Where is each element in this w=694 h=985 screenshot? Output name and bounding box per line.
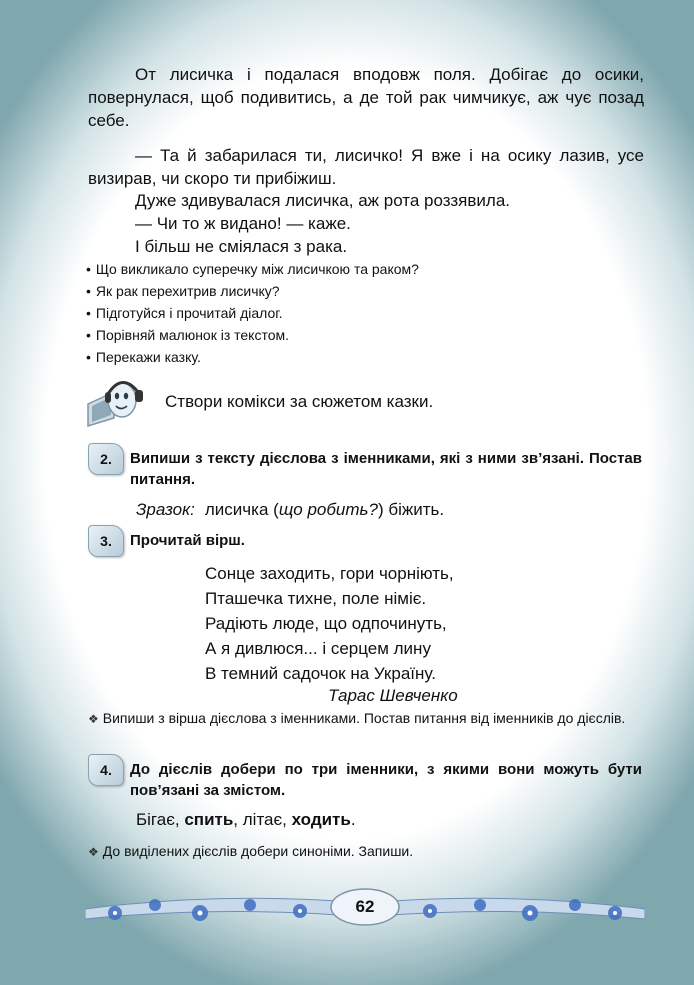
- example-question: що робить?: [278, 500, 378, 519]
- separator: ,: [233, 810, 243, 829]
- poem-author: Тарас Шевченко: [328, 686, 458, 705]
- separator: ,: [174, 810, 185, 829]
- verb-2-highlighted: спить: [184, 810, 234, 829]
- task-3-text: Прочитай вірш.: [130, 532, 245, 549]
- story-paragraph-2: — Та й забарилася ти, лисичко! Я вже і на осику лазив, усе визирав, чи скоро ти прибіжиш.: [88, 146, 644, 188]
- task-2-text: Випиши з тексту дієслова з іменниками, які з ними зв’язані. Постав питання.: [130, 450, 642, 488]
- task-4-extra: ❖ До виділених дієслів добери синоніми. Запиши.: [88, 842, 644, 862]
- story-paragraph-5: І більш не сміялася з рака.: [135, 237, 348, 256]
- task-number-badge: 3.: [88, 525, 124, 557]
- comics-task: Створи комікси за сюжетом казки.: [165, 392, 434, 411]
- period: .: [350, 810, 356, 829]
- task-4-text: До дієслів добери по три іменники, з якими вони можуть бути пов’язані за змістом.: [130, 761, 642, 799]
- separator: ,: [282, 810, 292, 829]
- poem-line: Сонце заходить, гори чорніють,: [205, 564, 454, 583]
- verb-3: літає: [242, 810, 283, 829]
- question-item: • Підготуйся і прочитай діалог.: [86, 304, 283, 322]
- story-paragraph-4: — Чи то ж видано! — каже.: [135, 214, 351, 233]
- poem-line: Радіють люде, що одпочинуть,: [205, 614, 447, 633]
- task-number-badge: 4.: [88, 754, 124, 786]
- task-4-verbs: [136, 808, 356, 832]
- story-paragraph-1: От лисичка і подалася вподовж поля. Добігає до осики, повернулася, щоб подивитись, а де той рак чимчикує, аж чує позад себе.: [88, 65, 644, 130]
- poem-line: А я дивлюся... і серцем лину: [205, 639, 431, 658]
- question-item: • Що викликало суперечку між лисичкою та раком?: [86, 260, 419, 278]
- question-item: • Як рак перехитрив лисичку?: [86, 282, 280, 300]
- verb-4-highlighted: ходить: [291, 810, 351, 829]
- example-word: лисичка (: [204, 500, 279, 519]
- poem-line: Пташечка тихне, поле німіє.: [205, 589, 427, 608]
- task-number-badge: 2.: [88, 443, 124, 475]
- question-item: • Перекажи казку.: [86, 348, 201, 366]
- example-label: Зразок:: [136, 500, 195, 519]
- task-3-extra: ❖ Випиши з вірша дієслова з іменниками. Постав питання від іменників до дієслів.: [88, 709, 644, 729]
- poem-line: В темний садочок на Україну.: [205, 664, 436, 683]
- computer-mascot-icon: [84, 368, 150, 428]
- example-end: ) біжить.: [377, 500, 445, 519]
- story-paragraph-3: Дуже здивувалася лисичка, аж рота роззявила.: [135, 191, 511, 210]
- page-number: 62: [355, 897, 375, 916]
- verb-1: Бігає: [136, 810, 175, 829]
- question-item: • Порівняй малюнок із текстом.: [86, 326, 289, 344]
- task-2-example: [136, 498, 444, 521]
